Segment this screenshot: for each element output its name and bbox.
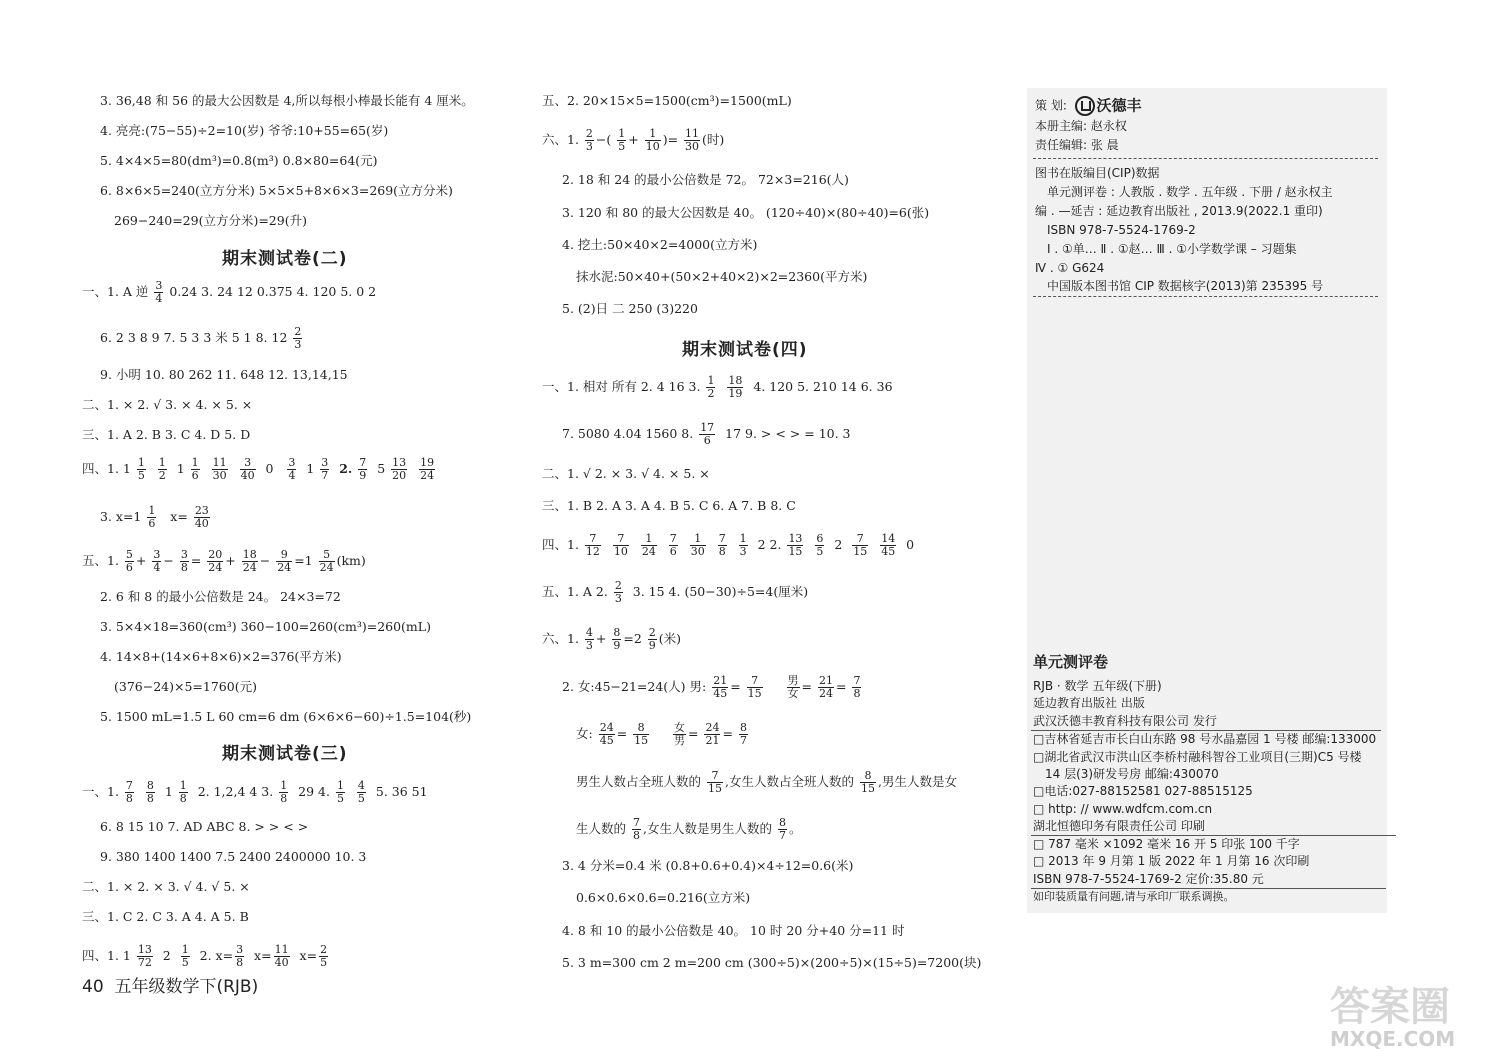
answer-line: 五、1. A 2. $\frac{2}{3}$ 3. 15 4. (50−30)÷5=4(厘米) <box>542 579 809 605</box>
phone-line: □电话:027-88152581 027-88515125 <box>1033 784 1253 798</box>
section-title: 期末测试卷(四) <box>682 340 808 360</box>
divider <box>1033 158 1378 159</box>
cip-line: Ⅳ . ① G624 <box>1035 261 1105 275</box>
address-line: □吉林省延吉市长白山东路 98 号水晶嘉园 1 号楼 邮编:133000 <box>1033 732 1377 746</box>
answer-line: 6. 2 3 8 9 7. 5 3 3 米 5 1 8. 12 $\frac{2}{3}$ <box>100 325 302 351</box>
printer-line: 湖北恒德印务有限责任公司 印刷 <box>1033 819 1205 833</box>
answer-line: 4. 8 和 10 的最小公倍数是 40。 10 时 20 分+40 分=11 时 <box>562 923 905 938</box>
spec-line: □ 787 毫米 ×1092 毫米 16 开 5 印张 100 千字 <box>1033 837 1300 851</box>
answer-line: 9. 380 1400 1400 7.5 2400 2400000 10. 3 <box>100 849 367 864</box>
address-line: □湖北省武汉市洪山区李桥村融科智谷工业项目(三期)C5 号楼 <box>1033 750 1362 764</box>
answer-line: 二、1. × 2. √ 3. × 4. × 5. × <box>82 397 253 412</box>
section-title: 期末测试卷(三) <box>222 744 348 764</box>
answer-line: 5. 1500 mL=1.5 L 60 cm=6 dm (6×6×6−60)÷1.5=104(秒) <box>100 709 472 724</box>
cip-line: 中国版本图书馆 CIP 数据核字(2013)第 235395 号 <box>1047 279 1324 293</box>
answer-line: 269−240=29(立方分米)=29(升) <box>114 213 307 228</box>
answer-line: 2. 18 和 24 的最小公倍数是 72。 72×3=216(人) <box>562 172 849 187</box>
brand-logo: 沃德丰 <box>1075 96 1142 116</box>
answer-line: 5. 4×4×5=80(dm³)=0.8(m³) 0.8×80=64(元) <box>100 153 378 168</box>
answer-line: 2. 女:45−21=24(人) 男: $\frac{21}{45}$ = $\frac{7}{15}$ $\frac{\text{男}}{\text{女}}$ = $\frac{21}{24}$ = $\frac{7}{8}$ <box>562 674 861 700</box>
watermark-text: 答案圈 <box>1330 984 1450 1030</box>
watermark-url: MXQE.COM <box>1330 1027 1456 1051</box>
watermark <box>1330 975 1490 1055</box>
answer-line: 四、1. 1 $\frac{13}{72}$ 2 $\frac{1}{5}$ 2. x= $\frac{3}{8}$ x= $\frac{11}{40}$ x= $\frac{2}{5}$ <box>82 943 328 969</box>
answer-line: 7. 5080 4.04 1560 8. $\frac{17}{6}$ 17 9. > < > = 10. 3 <box>562 421 851 447</box>
notice-line: 如印装质量有问题,请与承印厂联系调换。 <box>1033 890 1235 903</box>
answer-line: 二、1. √ 2. × 3. √ 4. × 5. × <box>542 466 710 481</box>
planner-line: 策 划: 沃德丰 <box>1035 96 1142 115</box>
section-title: 期末测试卷(二) <box>222 249 348 269</box>
publisher-line: 延边教育出版社 出版 <box>1033 696 1145 710</box>
answer-line: 一、1. 相对 所有 2. 4 16 3. $\frac{1}{2}$ $\frac{18}{19}$ 4. 120 5. 210 14 6. 36 <box>542 374 893 400</box>
answer-line: 男生人数占全班人数的 $\frac{7}{15}$ ,女生人数占全班人数的 $\frac{8}{15}$ ,男生人数是女 <box>576 769 957 795</box>
answer-line: 五、2. 20×15×5=1500(cm³)=1500(mL) <box>542 93 792 108</box>
cip-line: 编 . —延吉 : 延边教育出版社 , 2013.9(2022.1 重印) <box>1035 204 1323 218</box>
answer-line: 一、1. A 逆 $\frac{3}{4}$ 0.24 3. 24 12 0.375 4. 120 5. 0 2 <box>82 279 377 305</box>
book-title: 单元测评卷 <box>1033 653 1109 671</box>
address-line: 14 层(3)研发号房 邮编:430070 <box>1045 767 1219 781</box>
answer-line: 6. 8×6×5=240(立方分米) 5×5×5+8×6×3=269(立方分米) <box>100 183 453 198</box>
edition-line: □ 2013 年 9 月第 1 版 2022 年 1 月第 16 次印刷 <box>1033 854 1310 868</box>
answer-line: 五、1. $\frac{5}{6}$ + $\frac{3}{4}$ − $\frac{3}{8}$ = $\frac{20}{24}$ + $\frac{18}{24}$ − $\frac{9}{24}$ =1 $\frac{5}{24}$ (km) <box>82 548 366 574</box>
fraction: $\frac{3}{4}$ <box>155 279 163 305</box>
cip-line: ISBN 978-7-5524-1769-2 <box>1047 223 1196 237</box>
page-footer: 40 五年级数学下(RJB) <box>82 977 259 997</box>
answer-line: 2. 6 和 8 的最小公倍数是 24。 24×3=72 <box>100 589 341 604</box>
isbn-price-line: ISBN 978-7-5524-1769-2 定价:35.80 元 <box>1033 872 1264 886</box>
answer-line: 4. 亮亮:(75−55)÷2=10(岁) 爷爷:10+55=65(岁) <box>100 123 389 138</box>
answer-line: (376−24)×5=1760(元) <box>114 679 257 694</box>
answer-line: 三、1. C 2. C 3. A 4. A 5. B <box>82 909 249 924</box>
answer-line: 抹水泥:50×40+(50×2+40×2)×2=2360(平方米) <box>576 269 868 284</box>
answer-line: 女: $\frac{24}{45}$ = $\frac{8}{15}$ $\frac{\text{女}}{\text{男}}$ = $\frac{24}{21}$ = $\frac{8}{7}$ <box>576 721 747 747</box>
distributor-line: 武汉沃德丰教育科技有限公司 发行 <box>1033 714 1217 728</box>
answer-line: 3. 120 和 80 的最大公因数是 40。 (120÷40)×(80÷40)=6(张) <box>562 205 930 220</box>
brand-mark-icon <box>1075 96 1095 116</box>
answer-line: 0.6×0.6×0.6=0.216(立方米) <box>576 890 751 905</box>
answer-line: 3. x=1 $\frac{1}{6}$ x= $\frac{23}{40}$ <box>100 504 209 530</box>
answer-line: 二、1. × 2. × 3. √ 4. √ 5. × <box>82 879 250 894</box>
answer-line: 四、1. 1 $\frac{1}{5}$ $\frac{1}{2}$ 1 $\frac{1}{6}$ $\frac{11}{30}$ $\frac{3}{40}$ 0 $\frac{3}{4}$ 1 $\frac{3}{7}$ 2. $\frac{7}{9}$ 5 $\frac{13}{20}$ $\frac{19}{24}$ <box>82 456 435 482</box>
answer-line: 5. 3 m=300 cm 2 m=200 cm (300÷5)×(200÷5)×(15÷5)=7200(块) <box>562 955 982 970</box>
answer-line: 三、1. A 2. B 3. C 4. D 5. D <box>82 427 251 442</box>
answer-line: 六、1. $\frac{4}{3}$ + $\frac{8}{9}$ =2 $\frac{2}{9}$ (米) <box>542 626 682 652</box>
answer-line: 5. (2)日 二 250 (3)220 <box>562 301 698 316</box>
series-line: RJB · 数学 五年级(下册) <box>1033 679 1162 693</box>
cip-line: 单元测评卷 : 人教版 . 数学 . 五年级 . 下册 / 赵永权主 <box>1047 185 1333 199</box>
answer-line: 4. 14×8+(14×6+8×6)×2=376(平方米) <box>100 649 342 664</box>
answer-line: 三、1. B 2. A 3. A 4. B 5. C 6. A 7. B 8. C <box>542 498 796 513</box>
cip-line: Ⅰ . ①单… Ⅱ . ①赵… Ⅲ . ①小学数学课 – 习题集 <box>1047 242 1297 256</box>
divider <box>1033 296 1378 297</box>
answer-line: 3. 4 分米=0.4 米 (0.8+0.6+0.4)×4÷12=0.6(米) <box>562 858 854 873</box>
answer-line: 9. 小明 10. 80 262 11. 648 12. 13,14,15 <box>100 367 348 382</box>
answer-line: 一、1. $\frac{7}{8}$ $\frac{8}{8}$ 1 $\frac{1}{8}$ 2. 1,2,4 4 3. $\frac{1}{8}$ 29 4. $\frac{1}{5}$ $\frac{4}{5}$ 5. 36 51 <box>82 779 428 805</box>
answer-line: 4. 挖土:50×40×2=4000(立方米) <box>562 237 758 252</box>
web-line: □ http: // www.wdfcm.com.cn <box>1033 802 1213 816</box>
answer-line: 四、1. $\frac{7}{12}$ $\frac{7}{10}$ $\frac{1}{24}$ $\frac{7}{6}$ $\frac{1}{30}$ $\frac{7}{8}$ $\frac{1}{3}$ 2 2. $\frac{13}{15}$ $\frac{6}{5}$ 2 $\frac{7}{15}$ $\frac{14}{45}$ 0 <box>542 532 915 558</box>
resp-editor-line: 责任编辑: 张 晨 <box>1035 138 1119 152</box>
editor-line: 本册主编: 赵永权 <box>1035 119 1127 133</box>
answer-line: 3. 5×4×18=360(cm³) 360−100=260(cm³)=260(mL) <box>100 619 431 634</box>
cip-title: 图书在版编目(CIP)数据 <box>1035 166 1160 180</box>
answer-line: 6. 8 15 10 7. AD ABC 8. > > < > <box>100 819 309 834</box>
answer-line: 3. 36,48 和 56 的最大公因数是 4,所以每根小棒最长能有 4 厘米。 <box>100 93 474 108</box>
answer-line: 六、1. $\frac{2}{3}$ −( $\frac{1}{5}$ + $\frac{1}{10}$ )= $\frac{11}{30}$ (时) <box>542 127 725 153</box>
answer-line: 生人数的 $\frac{7}{8}$ ,女生人数是男生人数的 $\frac{8}{7}$ 。 <box>576 816 802 842</box>
